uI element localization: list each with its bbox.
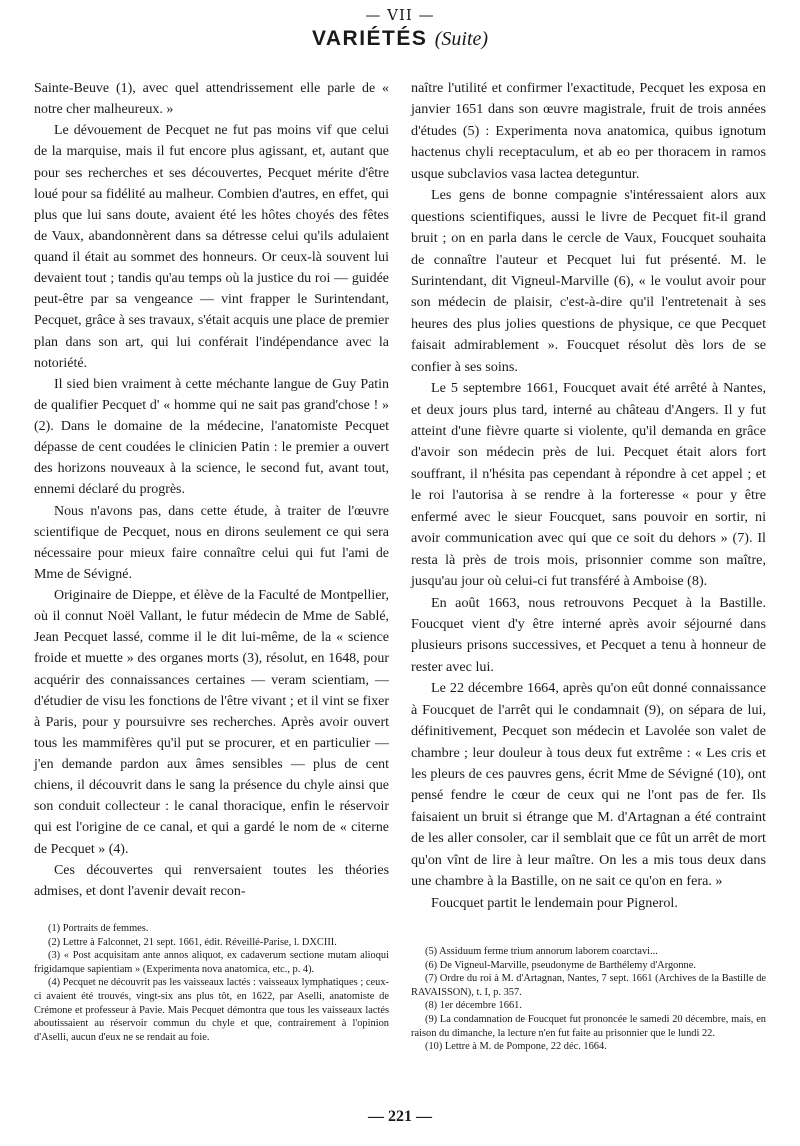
footnote: (8) 1er décembre 1661. bbox=[425, 1000, 522, 1012]
paragraph: Sainte-Beuve (1), avec quel attendrissement elle parle de « notre cher malheureux. » bbox=[34, 81, 389, 118]
section-heading bbox=[0, 27, 800, 51]
paragraph: Le 5 septembre 1661, Foucquet avait été arrêté à Nantes, et deux jours plus tard, interné au château d'Angers. Il y fut atteint d'une fièvre quarte si violente, qu'il demanda en grâce d'avoir son médecin près de lui. Pecquet était alors fort souffrant, il n'hésita pas cependant à répondre à cet appel ; et le roi l'autorisa à se rendre à la forteresse « pour y être enfermé avec le sieur Foucquet, sans pouvoir en sortir, ni avoir communication avec qui que ce soit du dehors » (7). Il resta là près de trois mois, prisonnier comme son maître, jusqu'au jour où celui-ci fut transféré à Amboise (8). bbox=[411, 380, 766, 590]
paragraph: Les gens de bonne compagnie s'intéressaient alors aux questions scientifiques, aussi le livre de Pecquet fit-il grand bruit ; on en parla dans le cercle de Vaux, Foucquet souhaita de connaître l'auteur et Pecquet lui fut présenté. M. le Surintendant, dit Vigneul-Marville (6), « le voulut avoir pour son médecin de plaisir, c'est-à-dire qu'il l'entretenait à ses heures des plus jolies questions de physique, ce que Pecquet faisait admirablement ». Foucquet résolut dès lors de se confier à ses soins. bbox=[411, 187, 766, 375]
section-title: VARIÉTÉS bbox=[311, 27, 428, 50]
footnote: (1) Portraits de femmes. bbox=[48, 923, 149, 934]
footnote: (5) Assiduum ferme trium annorum laborem coarctavi... bbox=[425, 946, 658, 957]
footnote: (10) Lettre à M. de Pompone, 22 déc. 1664. bbox=[425, 1041, 607, 1053]
footnotes-left bbox=[34, 922, 389, 1044]
paragraph: Le dévouement de Pecquet ne fut pas moins vif que celui de la marquise, mais il fut encore plus agissant, et, autant que pour ses recherches et ses découvertes, Pecquet mérite d'être loué pour sa fidélité au malheur. Combien d'autres, en effet, qui plus que lui sans doute, avaient été les hôtes choyés des fêtes de Vaux, abandonnèrent dans sa détresse celui qu'ils adulaient quand il était au sommet des honneurs. Or ceux-là souvent lui devaient tout ; tandis qu'au temps où la justice du roi — guidée peut-être par sa vengeance — vint frapper le Surintendant, Pecquet, grâce à ses travaux, s'était acquis une place de premier plan dans son art, qui lui conférait l'indépendance avec la notoriété. bbox=[34, 123, 389, 371]
roman-page-number: — VII — bbox=[365, 6, 435, 24]
footnote: (4) Pecquet ne découvrit pas les vaisseaux lactés : vaisseaux lymphatiques ; ceux-ci avaient été trouvés, vingt-six ans plus tôt, en 1622, par Aselli, anatomiste de Crémone et professeur à Pavie. Mais Pecquet démontra que tous les vaisseaux lactés aboutissaient au réservoir commun du chyle et que, contrairement à l'opinion d'Aselli, aucun d'eux ne se rendait au foie. bbox=[34, 977, 389, 1043]
section-title-suffix: (Suite) bbox=[434, 28, 489, 50]
footnote: (3) « Post acquisitam ante annos aliquot, ex cadaverum sectione mutam alioqui frigidamque sapientiam » (Experimenta nova anatomica, etc., p. 4). bbox=[34, 950, 389, 975]
paragraph: Nous n'avons pas, dans cette étude, à traiter de l'œuvre scientifique de Pecquet, nous en dirons seulement ce qui sera nécessaire pour mieux faire connaître celui qui fut l'ami de Mme de Sévigné. bbox=[34, 503, 389, 582]
right-column bbox=[411, 78, 766, 914]
footnotes-right bbox=[411, 945, 766, 1054]
paragraph: En août 1663, nous retrouvons Pecquet à la Bastille. Foucquet vient d'y être interné après avoir séjourné dans plusieurs prisons successives, et Pecquet a tenu à honneur de rester avec lui. bbox=[411, 594, 766, 675]
footnote: (6) De Vigneul-Marville, pseudonyme de Barthélemy d'Argonne. bbox=[425, 959, 696, 971]
paragraph: naître l'utilité et confirmer l'exactitude, Pecquet les exposa en janvier 1651 dans son œuvre magistrale, fruit de trois années d'études (5) : Experimenta nova anatomica, quibus ignotum hactenus chyli receptaculum, et ab eo per thoracem in ramos usque subclavios vasa lactea deteguntur. bbox=[411, 80, 766, 182]
left-column bbox=[34, 78, 389, 902]
footnote: (7) Ordre du roi à M. d'Artagnan, Nantes, 7 sept. 1661 (Archives de la Bastille de RAVAISSON), t. I, p. 357. bbox=[411, 973, 766, 998]
paragraph: Ces découvertes qui renversaient toutes les théories admises, et dont l'avenir devait recon- bbox=[34, 862, 389, 899]
paragraph: Le 22 décembre 1664, après qu'on eût donné connaissance à Foucquet de l'arrêt qui le condamnait (9), on sépara de lui, définitivement, Pecquet son médecin et Lavolée son valet de chambre ; leur douleur à tous deux fut extrême : « Les cris et les pleurs de ces pauvres gens, écrit Mme de Sévigné (10), ont pensé fendre le cœur de ceux qui ne l'ont pas de fer. Ils faisaient un bruit si étrange que M. d'Artagnan a été contraint de les aller consoler, car il semblait que ce fût un arrêt de mort qu'on vînt de lire à leur maître. On les a mis tous deux dans une chambre à la Bastille, on ne sait ce qu'on en fera. » bbox=[411, 680, 766, 890]
footnote: (9) La condamnation de Foucquet fut prononcée le samedi 20 décembre, mais, en raison du dimanche, la lecture n'en fut faite au prisonnier que le lundi 22. bbox=[411, 1013, 766, 1039]
paragraph: Foucquet partit le lendemain pour Pignerol. bbox=[431, 894, 678, 911]
paragraph: Originaire de Dieppe, et élève de la Faculté de Montpellier, où il connut Noël Vallant, le futur médecin de Mme de Sablé, Jean Pecquet lassé, comme il le dit lui-même, de la « science froide et muette » des organes morts (3), résolut, en 1648, pour acquérir des connaissances certaines — veram scientiam, — d'étudier de visu les fonctions de l'être vivant ; et il vint se fixer à Paris, pour y poursuivre ses recherches. Après avoir ouvert tous les mammifères qu'il put se procurer, et en particulier — j'en demande pardon aux âmes sensibles — plus de cent chiens, il découvrit dans le sang la présence du chyle ainsi que son conduit collecteur : le canal thoracique, enfin le réservoir qui est l'origine de ce canal, et qui a gardé le nom de « citerne de Pecquet » (4). bbox=[34, 588, 389, 857]
page-number: — 221 — bbox=[368, 1108, 432, 1125]
footnote: (2) Lettre à Falconnet, 21 sept. 1661, édit. Réveillé-Parise, l. DXCIII. bbox=[48, 936, 337, 948]
paragraph: Il sied bien vraiment à cette méchante langue de Guy Patin de qualifier Pecquet d' « homme qui ne sait pas grand'chose ! » (2). Dans le domaine de la médecine, l'anatomiste Pecquet dépasse de cent coudées le clinicien Patin : le premier a ouvert des horizons nouveaux à la science, le second fut, avant tout, ennemi déclaré du progrès. bbox=[34, 376, 389, 498]
